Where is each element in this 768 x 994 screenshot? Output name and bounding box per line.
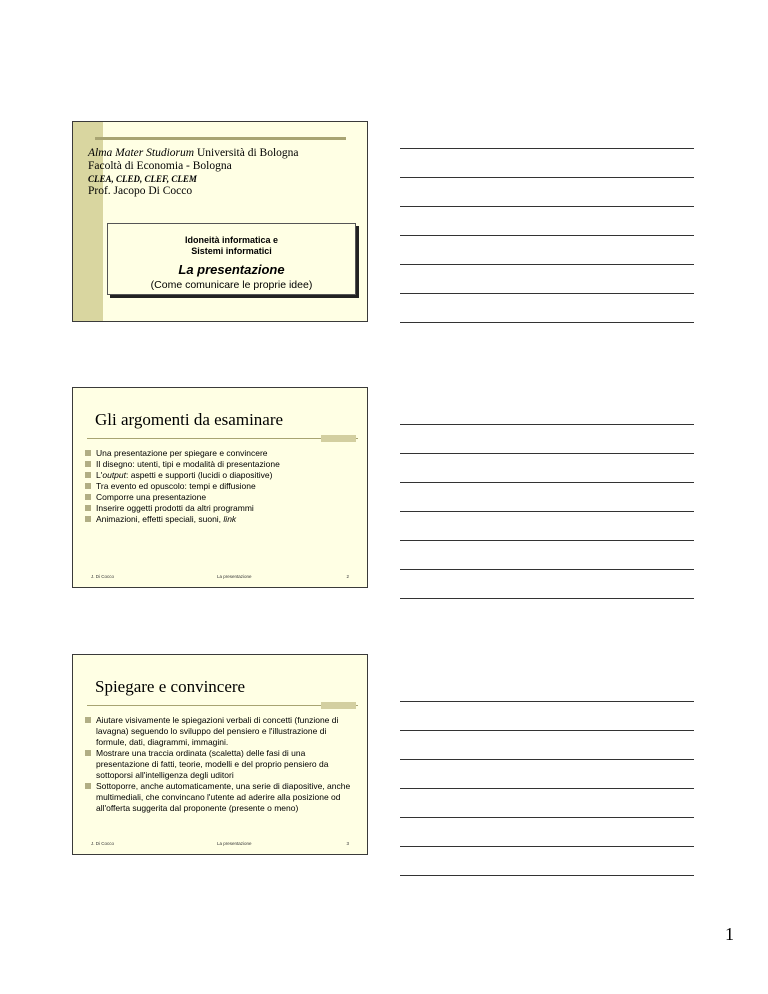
note-line [400,875,694,876]
bullet-square-icon [85,505,91,511]
bullet-square-icon [85,483,91,489]
bullet-square-icon [85,472,91,478]
bullet-item [85,748,355,781]
footer-author: J. Di Cocco [91,574,115,579]
courses-line: CLEA, CLED, CLEF, CLEM [88,174,197,185]
university-line [88,147,299,160]
title-rule-accent [321,435,356,442]
bullet-text: Sottoporre, anche automaticamente, una serie di diapositive, anche multimediali, che convincano l'utente ad aderire alla posizione od all'offerta suggerita dal proponente (presente o meno) [96,781,351,813]
bullet-square-icon [85,450,91,456]
bullet-item [85,781,355,814]
bullet-text: Inserire oggetti prodotti da altri programmi [96,503,254,513]
bullet-square-icon [85,717,91,723]
note-line [400,511,694,512]
page-number: 1 [725,924,734,944]
slide-3 [72,654,368,855]
note-line [400,264,694,265]
bullet-square-icon [85,494,91,500]
note-line [400,177,694,178]
footer-slide-number: 3 [346,841,349,846]
note-line [400,540,694,541]
title-rule-accent [321,702,356,709]
bullet-item [85,448,355,459]
university-name: Università di Bologna [194,147,299,159]
bullet-text: Aiutare visivamente le spiegazioni verbali di concetti (funzione di lavagna) seguendo lo sviluppo del pensiero e l'illustrazione di formule, dati, diagrammi, immagini. [96,715,339,747]
bullet-square-icon [85,783,91,789]
course-name [108,235,355,258]
university-name-italic: Alma Mater Studiorum [88,147,195,159]
bullet-item [85,459,355,470]
footer-slide-number: 2 [346,574,349,579]
bullet-item [85,492,355,503]
bullet-square-icon [85,461,91,467]
note-line [400,730,694,731]
footer-title: La presentazione [217,574,252,579]
professor-line: Prof. Jacopo Di Cocco [88,184,193,197]
course-name-line-2: Sistemi informatici [191,246,272,257]
title-box [107,223,356,295]
presentation-subtitle: (Come comunicare le proprie idee) [150,278,313,291]
note-line [400,598,694,599]
footer-title: La presentazione [217,841,252,846]
note-line [400,424,694,425]
bullet-item [85,715,355,748]
faculty-line: Facoltà di Economia - Bologna [88,160,232,173]
note-line [400,148,694,149]
note-line [400,759,694,760]
footer-author: J. Di Cocco [91,841,115,846]
slide-title: Spiegare e convincere [95,677,246,696]
bullet-square-icon [85,516,91,522]
bullet-list [85,715,355,814]
bullet-square-icon [85,750,91,756]
bullet-text: : aspetti e supporti (lucidi o diapositive) [126,470,273,480]
note-line [400,206,694,207]
bullet-text: Una presentazione per spiegare e convincere [96,448,268,458]
bullet-text: Tra evento ed opuscolo: tempi e diffusione [96,481,256,491]
bullet-item [85,514,355,525]
note-line [400,788,694,789]
note-line [400,293,694,294]
bullet-list [85,448,355,525]
note-line [400,701,694,702]
slide-header-rule [95,137,346,140]
title-rule [87,705,358,706]
bullet-text: Comporre una presentazione [96,492,207,502]
bullet-text: Mostrare una traccia ordinata (scaletta) delle fasi di una presentazione di fatti, teorie, modelli e del proprio pensiero da sottoporsi all'intelligenza degli uditori [96,748,329,780]
note-line [400,569,694,570]
bullet-text: Animazioni, effetti speciali, suoni, [96,514,224,524]
presentation-title: La presentazione [178,261,285,277]
note-line [400,322,694,323]
bullet-text-italic: link [223,514,237,524]
bullet-text-italic: output [102,470,126,480]
note-line [400,482,694,483]
slide-2 [72,387,368,588]
bullet-text: L' [96,470,103,480]
bullet-item [85,481,355,492]
slide-1 [72,121,368,322]
title-rule [87,438,358,439]
bullet-item [85,503,355,514]
note-line [400,817,694,818]
bullet-item [85,470,355,481]
note-line [400,846,694,847]
bullet-text: Il disegno: utenti, tipi e modalità di presentazione [96,459,280,469]
slide-title: Gli argomenti da esaminare [95,410,284,429]
slide-header [88,147,299,198]
note-line [400,235,694,236]
course-name-line-1: Idoneità informatica e [184,235,279,245]
note-line [400,453,694,454]
